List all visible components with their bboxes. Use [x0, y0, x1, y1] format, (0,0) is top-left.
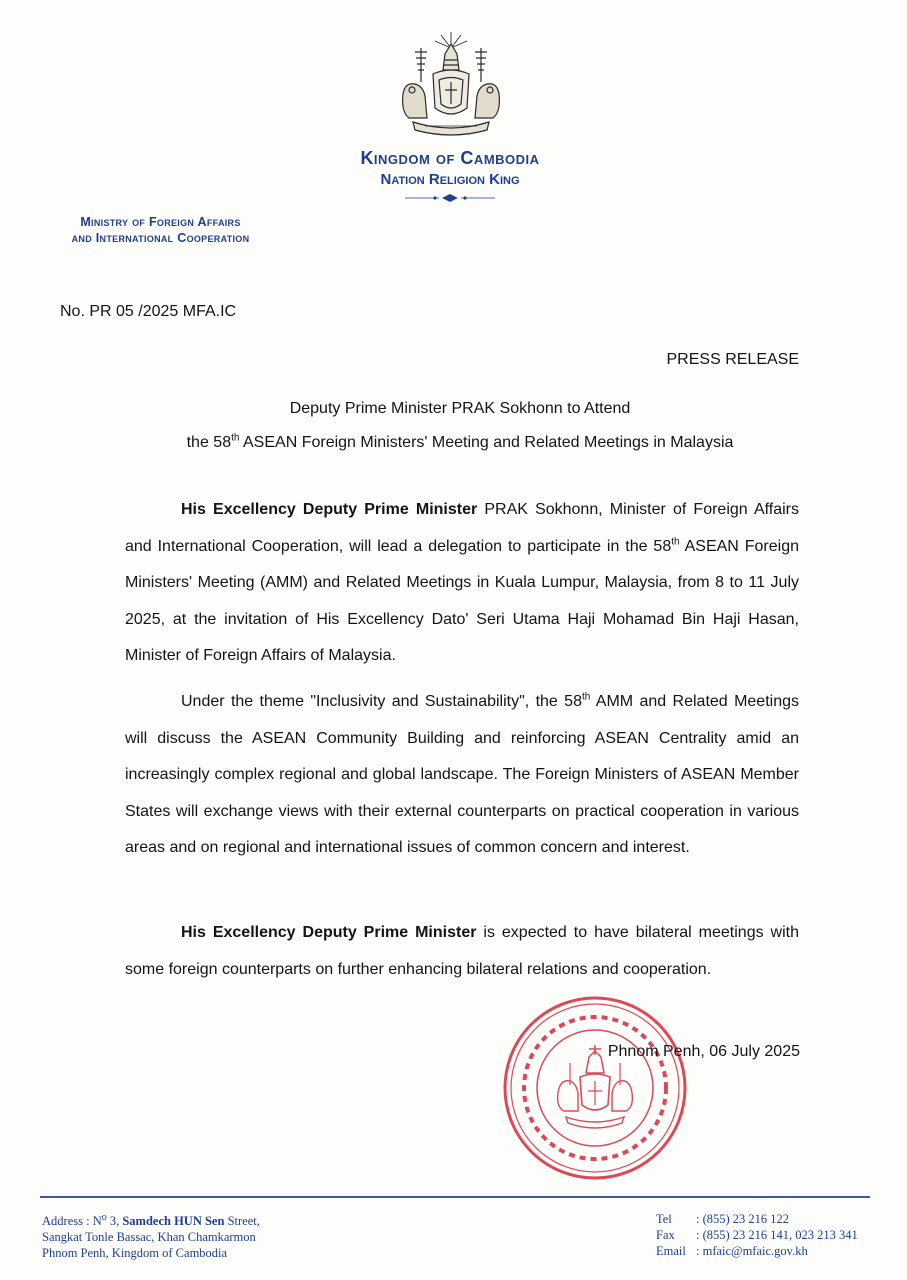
- address-line-2: Sangkat Tonle Bassac, Khan Chamkarmon: [42, 1230, 256, 1244]
- contact-email: [656, 1243, 858, 1259]
- footer-divider: [40, 1196, 870, 1198]
- ministry-line-1: Ministry of Foreign Affairs: [80, 215, 241, 229]
- title-line-1: Deputy Prime Minister PRAK Sokhonn to Attend: [289, 400, 631, 417]
- fax-label: Fax: [656, 1228, 675, 1242]
- title-line-2-post: ASEAN Foreign Ministers' Meeting and Related Meetings in Malaysia: [239, 434, 734, 451]
- paragraph-3-bold: His Excellency Deputy Prime Minister: [181, 924, 477, 941]
- place-and-date: Phnom Penh, 06 July 2025: [607, 1043, 800, 1060]
- ministry-name: [28, 214, 293, 246]
- ornamental-divider: [405, 194, 495, 202]
- email-label: Email: [656, 1244, 686, 1258]
- paragraph-2-text-b: AMM and Related Meetings will discuss the ASEAN Community Building and reinforcing ASEAN Centrality amid an increasingly complex regional and global landscape. The Foreign Ministers of ASEAN Member States will exchange views with their external counterparts on practical cooperation in various areas and on regional and international issues of common concern and interest.: [125, 693, 799, 856]
- press-release-label: PRESS RELEASE: [666, 351, 799, 368]
- official-seal-stamp: [500, 993, 690, 1183]
- fax-value: : (855) 23 216 141, 023 213 341: [696, 1228, 858, 1242]
- paragraph-1: [125, 492, 799, 675]
- address-street-name: Samdech HUN Sen: [122, 1214, 225, 1228]
- paragraph-1-text-b: ASEAN Foreign Ministers' Meeting (AMM) and Related Meetings in Kuala Lumpur, Malaysia, from 8 to 11 July 2025, at the invitation of His Excellency Dato' Seri Utama Haji Mohamad Bin Haji Hasan, Minister of Foreign Affairs of Malaysia.: [125, 537, 800, 664]
- kingdom-title: Kingdom of Cambodia: [360, 148, 540, 168]
- tel-label: Tel: [656, 1212, 672, 1226]
- address-number: 3,: [106, 1214, 123, 1228]
- tel-value: : (855) 23 216 122: [696, 1212, 790, 1226]
- paragraph-1-text-a: PRAK Sokhonn, Minister of Foreign Affairs and International Cooperation, will lead a delegation to participate in the 58: [125, 501, 799, 555]
- paragraph-2-text-a: Under the theme "Inclusivity and Sustainability", the 58: [181, 693, 582, 710]
- paragraph-1-ordinal: th: [671, 536, 680, 548]
- reference-number: No. PR 05 /2025 MFA.IC: [60, 303, 237, 320]
- contact-tel: [656, 1211, 858, 1227]
- address-number-sup: o: [101, 1211, 107, 1223]
- address-street-suffix: Street,: [224, 1214, 260, 1228]
- paragraph-1-bold: His Excellency Deputy Prime Minister: [181, 501, 478, 518]
- title-line-2-pre: the 58: [186, 434, 232, 451]
- royal-crest-emblem: [395, 30, 507, 138]
- title-ordinal-suffix: th: [231, 432, 240, 444]
- email-value[interactable]: : mfaic@mfaic.gov.kh: [696, 1244, 808, 1258]
- footer-address: [42, 1213, 260, 1261]
- address-line-1: [42, 1213, 260, 1229]
- title-line-2: [100, 434, 820, 452]
- address-line-3: Phnom Penh, Kingdom of Cambodia: [42, 1246, 228, 1260]
- contact-fax: [656, 1227, 858, 1243]
- paragraph-2: [125, 684, 799, 867]
- footer-contact: [656, 1211, 858, 1259]
- national-motto: Nation Religion King: [380, 171, 520, 188]
- ministry-line-2: and International Cooperation: [71, 231, 250, 245]
- paragraph-3-text: is expected to have bilateral meetings with some foreign counterparts on further enhancing bilateral relations and cooperation.: [125, 924, 799, 978]
- address-label: Address : N: [42, 1214, 102, 1228]
- paragraph-3: [125, 915, 799, 988]
- paragraph-2-ordinal: th: [581, 691, 591, 703]
